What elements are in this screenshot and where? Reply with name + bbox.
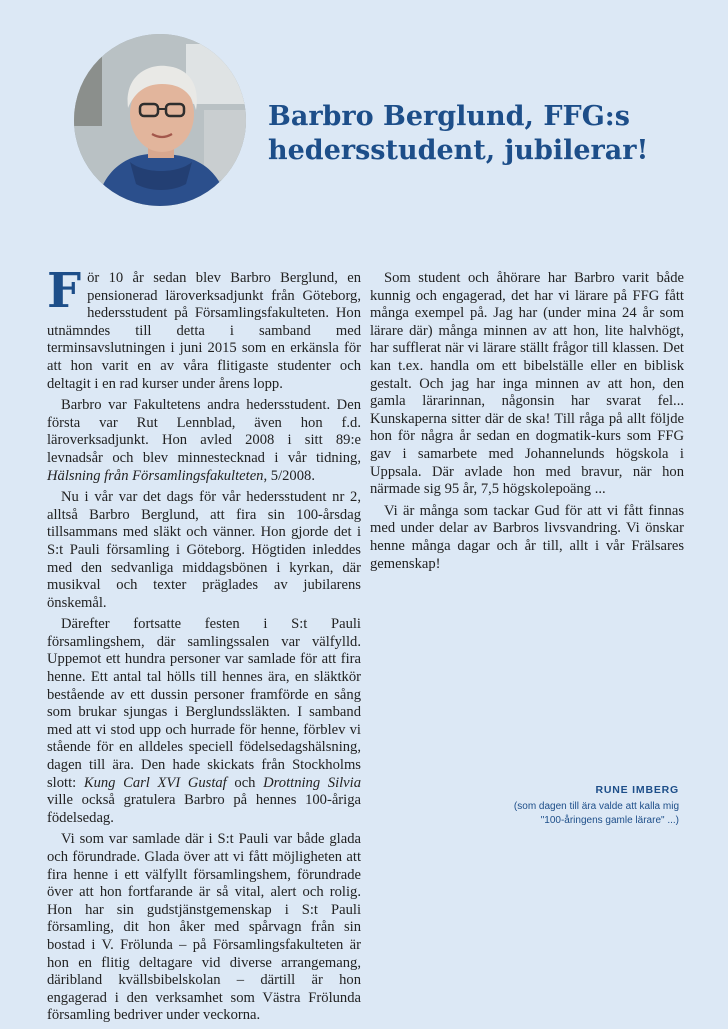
paragraph-text: Nu i vår var det dags för vår hedersstudent nr 2, alltså Barbro Berglund, att fira sin 100-årsdag tillsammans med släkt och vänner. Hon gjorde det i S:t Pauli församling i Göteborg. Högtiden inleddes med den sedvanliga middagsbönen i kyrkan, där musikval och texter präglades av jubilarens önskemål. bbox=[47, 489, 361, 611]
paragraph-text: ville också gratulera Barbro på hennes 100-åriga födelsedag. bbox=[47, 792, 361, 826]
paragraph-text: och bbox=[234, 774, 256, 791]
article-paragraph-5 bbox=[47, 831, 361, 1025]
author-name: RUNE IMBERG bbox=[595, 784, 679, 796]
article-paragraph-6 bbox=[370, 270, 684, 499]
author-signature bbox=[514, 783, 679, 828]
paragraph-text: , 5/2008. bbox=[263, 467, 315, 484]
author-note-line-1: (som dagen till ära valde att kalla mig bbox=[513, 801, 679, 812]
paragraph-text: Som student och åhörare har Barbro varit både kunnig och engagerad, det har vi lärare på FFG fått många exempel på. Jag har (under mina 24 år som lärare där) många minnen av att hon, lite halvhögt, har sufflerat när vi lärare ställt frågor till klassen. Det kan t.ex. handla om ett bibelställe eller en biblisk gestalt. Och jag har inga minnen av att hon, den gamla lärarinnan, någonsin har svarat fel... Kunskaperna sitter där de ska! Till råga på allt följde hon för några år sedan en dogmatik-kurs som FFG gav i samarbete med Johannelunds högskola i Uppsala. Där avlade hon med bravur, när hon närmade sig 95 år, 7,5 högskolepoäng ... bbox=[370, 270, 684, 498]
portrait-illustration bbox=[74, 34, 246, 206]
article-paragraph-4 bbox=[47, 616, 361, 827]
article-column-right bbox=[370, 270, 684, 577]
article-paragraph-1 bbox=[47, 263, 361, 393]
paragraph-text: Därefter fortsatte festen i S:t Pauli församlingshem, där samlingssalen var välfylld. Uppemot ett hundra personer var samlade för att fira henne. Ett antal tal hölls till hennes ära, en släktkör bestående av ett dussin personer framförde en sång som brukar sjungas i Berglundssläkten. I samband med att vi stod upp och hurrade för henne, förblev vi stående för en alldeles speciell födelsedagshälsning, dagen till ära. Den hade skickats från Stockholms slott: bbox=[47, 616, 361, 791]
article-paragraph-2 bbox=[47, 397, 361, 485]
paragraph-text: Vi är många som tackar Gud för att vi fått finnas med under delar av Barbros livsvandring. Vi önskar henne många dagar och år till, allt i vår Frälsares gemenskap! bbox=[370, 502, 684, 572]
article-column-left bbox=[47, 263, 362, 1029]
author-note bbox=[514, 800, 679, 828]
paragraph-text: Barbro var Fakultetens andra hedersstudent. Den första var Rut Lennblad, även hon f.d. läroverksadjunkt. Hon avled 2008 i sitt 89:e levnadsår och blev minnestecknad i vår tidning, bbox=[47, 397, 361, 466]
article-paragraph-7 bbox=[370, 503, 684, 573]
article-headline: Barbro Berglund, FFG:s hedersstudent, jubilerar! bbox=[268, 101, 649, 166]
author-note-line-2: "100-åringens gamle lärare" ...) bbox=[540, 815, 679, 826]
paragraph-text: Vi som var samlade där i S:t Pauli var både glada och förundrade. Glada över att vi fått möjligheten att fira henne i ett välfyllt församlingshem, förundrade över att hon fortfarande är så vital, alert och rolig. Hon har sin gudstjänstgemenskap i S:t Pauli församling, dit hon åker med spårvagn från sin bostad i V. Frölunda – på Församlingsfakulteten är hon en flitig deltagare vid diverse arrangemang, däribland kvällsbibelskolan – därtill är hon engagerad i den verksamhet som Västra Frölunda församling bedriver under veckorna. bbox=[47, 831, 361, 1024]
king-name: Kung Carl XVI Gustaf bbox=[83, 774, 227, 791]
queen-name: Drottning Silvia bbox=[263, 774, 362, 791]
article-paragraph-3 bbox=[47, 489, 361, 612]
publication-title: Hälsning från Församlingsfakulteten bbox=[47, 467, 264, 484]
paragraph-text: ör 10 år sedan blev Barbro Berglund, en pensionerad läroverksadjunkt från Göteborg, hedersstudent på Församlingsfakulteten. Hon utnämndes till detta i samband med terminsavslutningen i juni 2015 som en erkänsla för att hon varit en av våra flitigaste studenter och deltagit i en rad kurser under årens lopp. bbox=[47, 270, 361, 392]
portrait-photo bbox=[74, 34, 246, 206]
drop-cap: F bbox=[47, 263, 82, 319]
